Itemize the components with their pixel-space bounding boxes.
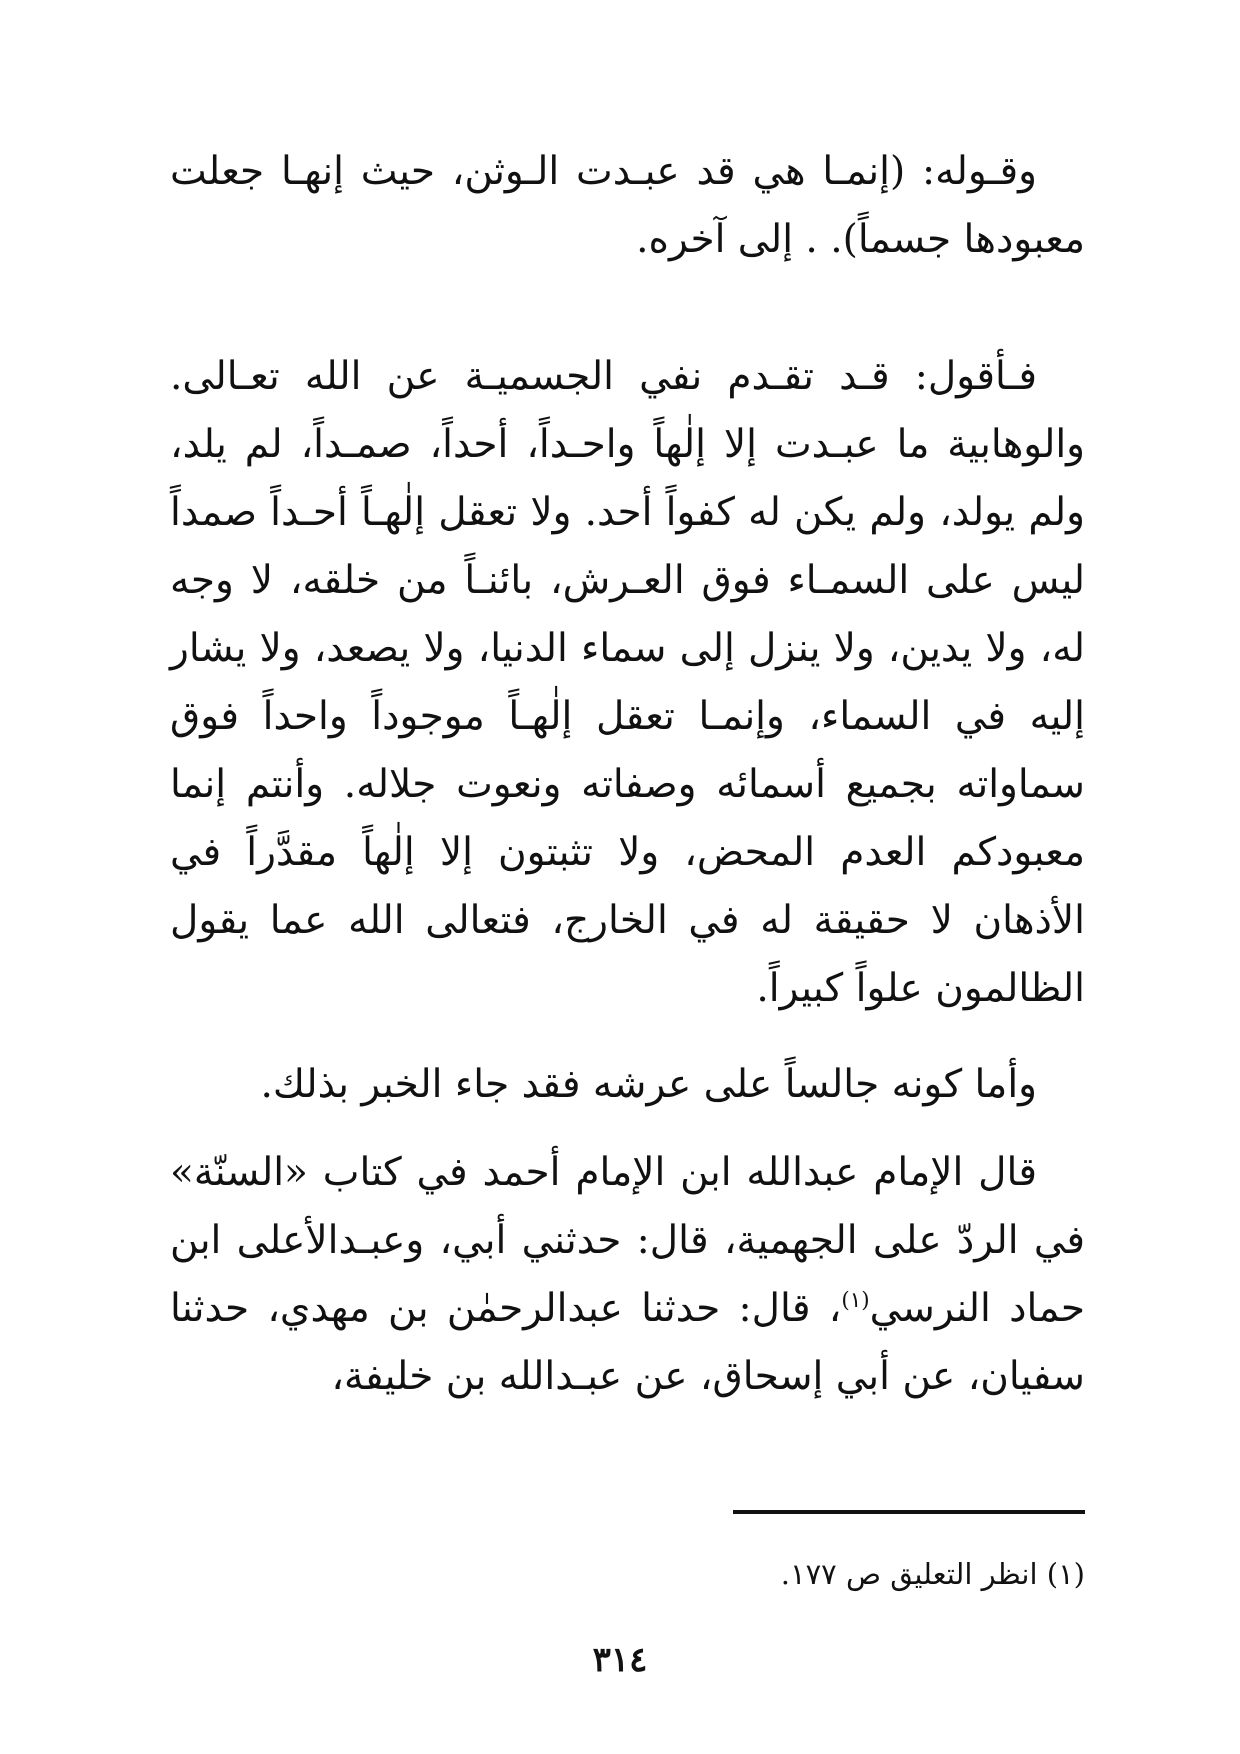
footnote-text: (١) انظر التعليق ص ١٧٧. xyxy=(780,1557,1085,1591)
paragraph-4-text xyxy=(170,1139,1085,1411)
footnote-reference: (١) xyxy=(841,1288,870,1313)
paragraph-3-text: وأما كونه جالساً على عرشه فقد جاء الخبر بذلك. xyxy=(260,1062,1037,1107)
paragraph-4-after-note: ، قال: حدثنا عبدالرحمٰن بن مهدي، حدثنا سفيان، عن أبي إسحاق، عن عبـدالله بن خليفة، xyxy=(170,1286,1085,1399)
footnote-separator xyxy=(733,1510,1085,1514)
paragraph-sitting xyxy=(170,1051,1085,1119)
page-number: ٣١٤ xyxy=(592,1640,648,1680)
paragraph-narration xyxy=(170,1139,1085,1411)
paragraph-quote xyxy=(170,138,1085,274)
paragraph-1-text: وقـوله: (إنمـا هي قد عبـدت الـوثن، حيث إنهـا جعلت معبودها جسماً). . إلى آخره. xyxy=(170,149,1085,262)
footnote xyxy=(600,1552,1085,1596)
paragraph-response xyxy=(170,343,1085,1023)
paragraph-4-before-note: قال الإمام عبدالله ابن الإمام أحمد في كتاب «السنّة» في الردّ على الجهمية، قال: حدثني أبي، وعبـدالأعلى ابن حماد النرسي xyxy=(170,1150,1085,1331)
paragraph-2-text: فـأقول: قـد تقـدم نفي الجسميـة عن الله تعـالى. والوهابية ما عبـدت إلا إلٰهاً واحـداً، أحداً، صمـداً، لم يلد، ولم يولد، ولم يكن له كفواً أحد. ولا تعقل إلٰهـاً أحـداً صمداً ليس على السمـاء فوق العـرش، بائنـاً من خلقه، لا وجه له، ولا يدين، ولا ينزل إلى سماء الدنيا، ولا يصعد، ولا يشار إليه في السماء، وإنمـا تعقل إلٰهـاً موجوداً واحداً فوق سماواته بجميع أسمائه وصفاته ونعوت جلاله. وأنتم إنما معبودكم العدم المحض، ولا تثبتون إلا إلٰهاً مقدَّراً في الأذهان لا حقيقة له في الخارج، فتعالى الله عما يقول الظالمون علواً كبيراً. xyxy=(170,354,1085,1011)
